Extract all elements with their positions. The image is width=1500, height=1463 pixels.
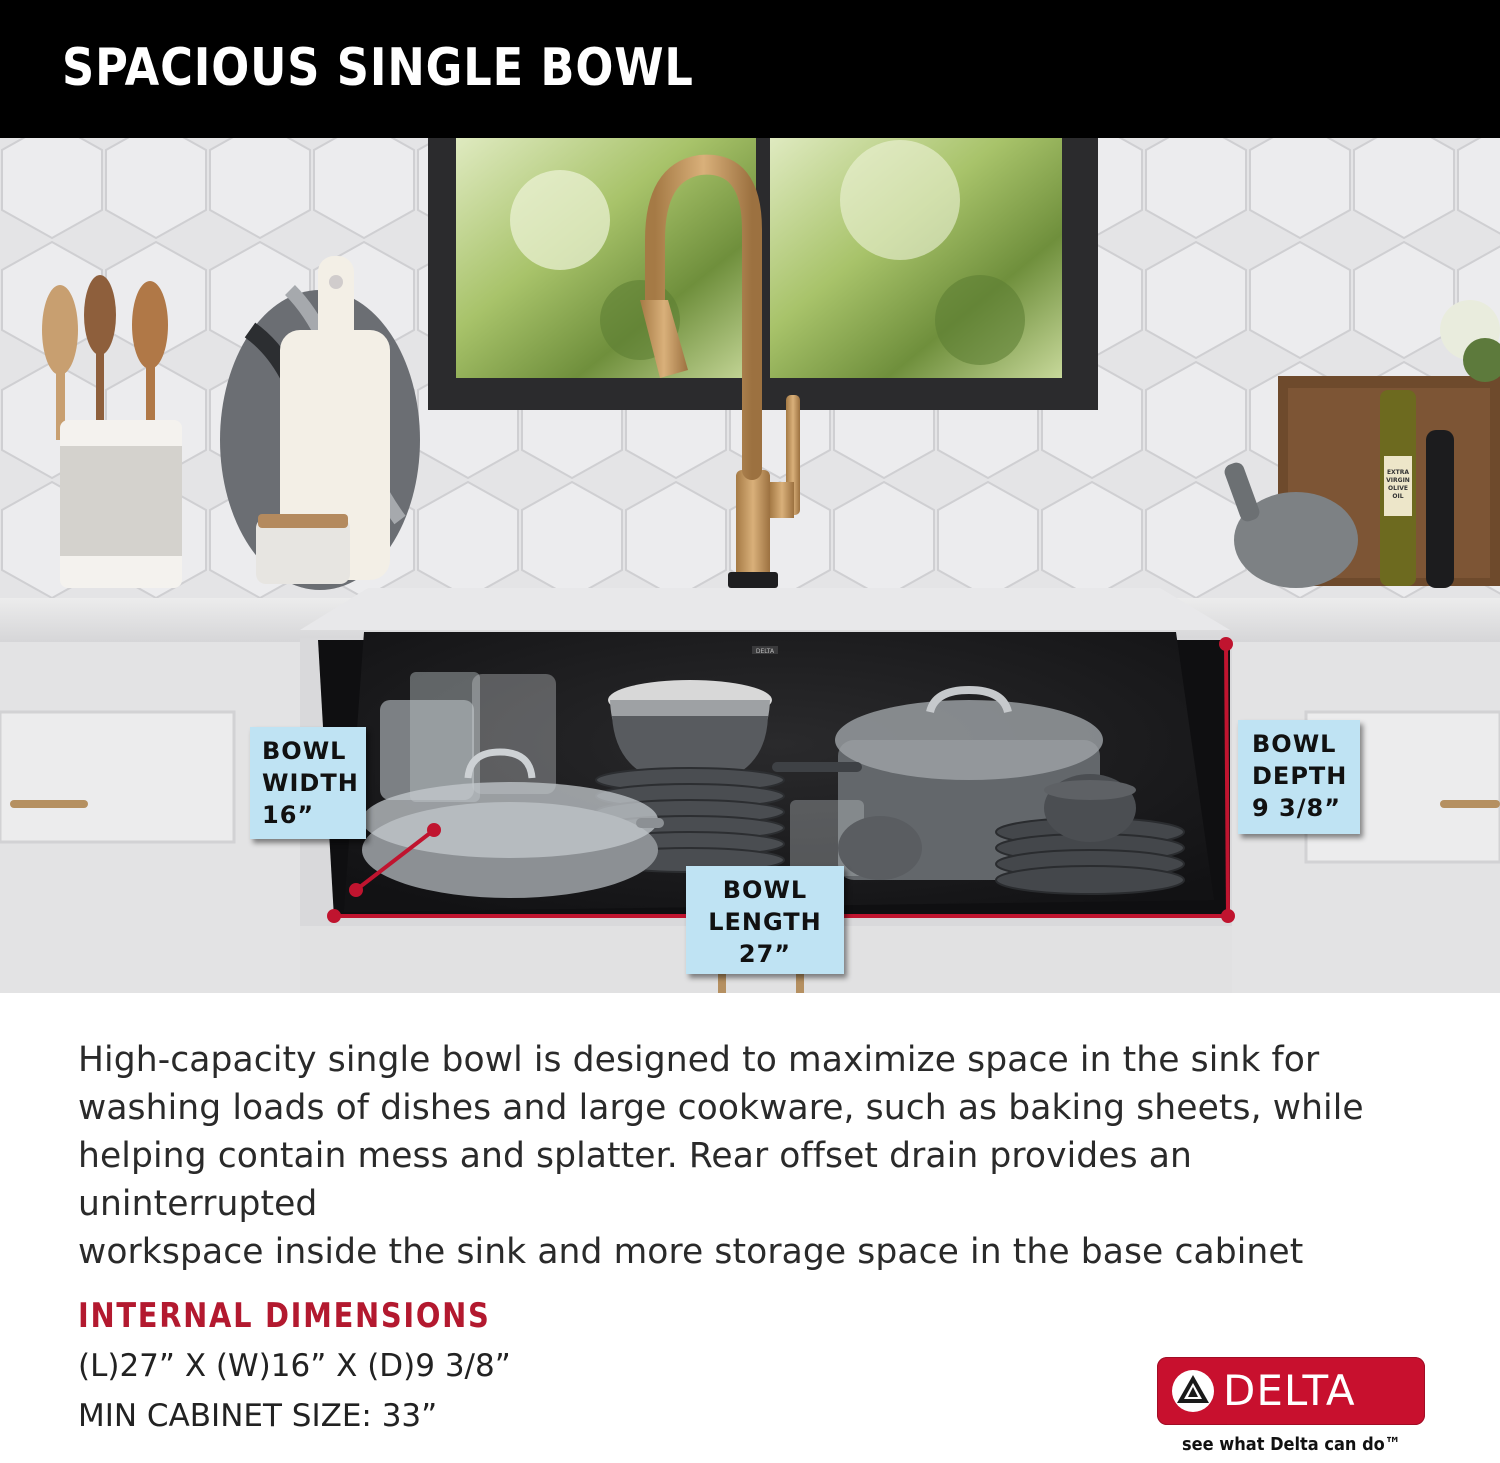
- kitchen-sink-photo: [0, 138, 1500, 993]
- internal-dimensions-heading: INTERNAL DIMENSIONS: [78, 1296, 491, 1336]
- bowl-length-label: BOWL LENGTH 27”: [686, 866, 844, 974]
- bowl-depth-label: BOWL DEPTH 9 3/8”: [1238, 720, 1360, 834]
- svg-text:OIL: OIL: [1392, 493, 1404, 500]
- header-bar: [0, 0, 1500, 138]
- svg-text:VIRGIN: VIRGIN: [1386, 477, 1410, 484]
- description-text: High-capacity single bowl is designed to maximize space in the sink for washing loads of dishes and large cookware, such as baking sheets, while helping contain mess and splatter. Rear offset drain provides an uninterrupted workspace inside the sink and more storage space in the base cabinet: [78, 1040, 1364, 1272]
- kitchen-illustration: [0, 138, 1500, 993]
- delta-logo: [1157, 1357, 1425, 1425]
- logo-tagline: see what Delta can do™: [1182, 1434, 1402, 1455]
- delta-triangle-icon: [1171, 1369, 1215, 1413]
- dimensions-values: (L)27” X (W)16” X (D)9 3/8”: [78, 1348, 511, 1384]
- sink-brand-plate: DELTA: [755, 648, 775, 655]
- page-title: SPACIOUS SINGLE BOWL: [62, 38, 694, 98]
- logo-wordmark: DELTA: [1223, 1366, 1356, 1415]
- bowl-width-label: BOWL WIDTH 16”: [250, 727, 366, 839]
- svg-text:OLIVE: OLIVE: [1388, 485, 1408, 492]
- min-cabinet-size: MIN CABINET SIZE: 33”: [78, 1398, 438, 1434]
- svg-text:EXTRA: EXTRA: [1386, 469, 1410, 476]
